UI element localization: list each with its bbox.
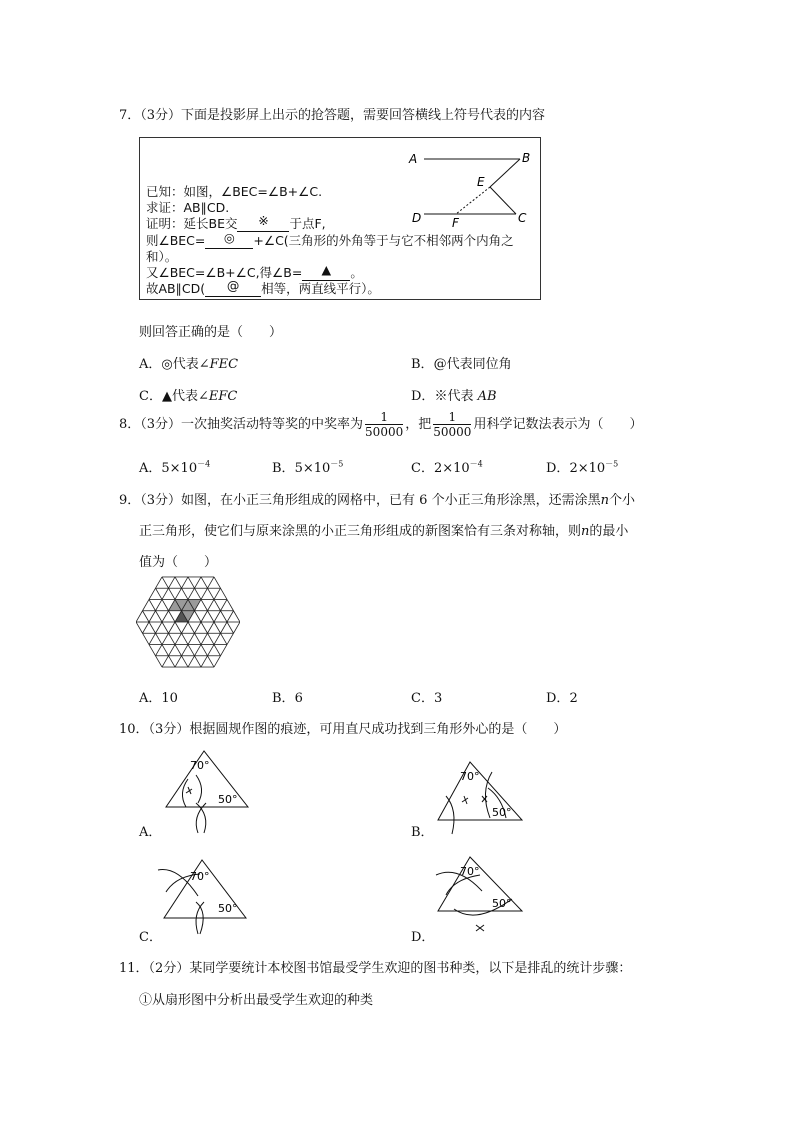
q8-option-c[interactable]: C．$2\times 10^{-4}$: [411, 459, 483, 476]
q7-parallel-lines-figure: [406, 148, 538, 228]
grid-line: [156, 622, 163, 633]
q9-triangle-grid-figure: [136, 576, 240, 668]
grid-line: [182, 656, 189, 667]
grid-line: [169, 588, 176, 599]
grid-line: [201, 622, 208, 633]
grid-line: [143, 622, 150, 633]
q8-option-b[interactable]: B．$5\times 10^{-5}$: [272, 459, 344, 476]
grid-line: [195, 611, 202, 622]
grid-line: [182, 588, 189, 599]
grid-line: [175, 633, 182, 644]
q7-option-b[interactable]: B．@代表同位角: [411, 357, 512, 372]
q10-d-angle-70: 70°: [460, 865, 480, 878]
grid-line: [195, 622, 202, 633]
q7-option-d[interactable]: D．※代表 AB: [411, 389, 497, 404]
grid-line: [156, 656, 163, 667]
q7-option-a[interactable]: A．◎代表∠FEC: [139, 357, 239, 372]
grid-line: [143, 633, 150, 644]
grid-line: [156, 633, 163, 644]
grid-line: [201, 599, 208, 610]
grid-line: [208, 633, 215, 644]
q7-label-d: D: [412, 211, 422, 225]
q7-prompt: 则回答正确的是（ ）: [139, 325, 283, 340]
grid-line: [162, 588, 169, 599]
q7-blank-2: ◎: [205, 233, 253, 249]
grid-line: [149, 645, 156, 656]
grid-line: [195, 588, 202, 599]
q10-figure-c: [156, 856, 256, 936]
grid-line: [175, 622, 182, 633]
grid-line: [214, 588, 221, 599]
grid-line: [188, 633, 195, 644]
grid-line: [169, 645, 176, 656]
grid-line: [149, 611, 156, 622]
grid-line: [201, 633, 208, 644]
q10-stem: 10．（3分）根据圆规作图的痕迹，可用直尺成功找到三角形外心的是（ ）: [119, 722, 567, 737]
grid-line: [136, 611, 143, 622]
grid-line: [188, 645, 195, 656]
q10-figure-a: [158, 745, 258, 835]
grid-line: [227, 599, 234, 610]
grid-line: [175, 588, 182, 599]
q7-prove: 求证：AB∥CD.: [146, 200, 230, 215]
q9-stem-line1: 9．（3分）如图，在小正三角形组成的网格中，已有 6 个小正三角形涂黑，还需涂黑n个小: [119, 493, 635, 508]
q7-label-a: A: [409, 152, 418, 166]
grid-line: [162, 622, 169, 633]
q9-option-a[interactable]: A．10: [139, 691, 178, 706]
grid-line: [169, 622, 176, 633]
grid-line: [214, 633, 221, 644]
grid-line: [188, 577, 195, 588]
q10-b-angle-70: 70°: [460, 770, 480, 783]
q7-proof-line4: 又∠BEC=∠B+∠C,得∠B= ▲ 。: [146, 262, 363, 280]
grid-line: [201, 577, 208, 588]
q7-blank-4: @: [205, 281, 261, 297]
q7-projection-box: [139, 137, 541, 300]
grid-line: [162, 645, 169, 656]
grid-line: [214, 599, 221, 610]
grid-line: [221, 622, 228, 633]
q10-figure-d: [432, 851, 532, 937]
grid-line: [169, 611, 176, 622]
grid-line: [136, 622, 143, 633]
grid-line: [156, 599, 163, 610]
grid-line: [188, 622, 195, 633]
grid-line: [182, 633, 189, 644]
q10-option-d[interactable]: D．: [411, 930, 435, 945]
grid-line: [162, 599, 169, 610]
q7-option-c[interactable]: C．▲代表∠EFC: [139, 389, 238, 404]
grid-line: [208, 599, 215, 610]
q7-proof-line2: 则∠BEC= ◎ +∠C(三角形的外角等于与它不相邻两个内角之: [146, 230, 514, 248]
q9-stem-line2: 正三角形，使它们与原来涂黑的小正三角形组成的新图案恰有三条对称轴，则n的最小: [139, 524, 629, 539]
grid-line: [208, 622, 215, 633]
grid-line: [214, 656, 221, 667]
q11-step-1: ①从扇形图中分析出最受学生欢迎的种类: [139, 993, 374, 1008]
grid-line: [201, 645, 208, 656]
grid-line: [143, 599, 150, 610]
q9-option-d[interactable]: D．2: [546, 691, 578, 706]
grid-line: [169, 633, 176, 644]
q8-fraction-1: $\frac{1}{50000}$: [365, 410, 404, 439]
q8-stem: 8．（3分）一次抽奖活动特等奖的中奖率为 $\frac{1}{50000}$ ，把 $\frac{1}{50000}$ 用科学记数法表示为（ ）: [119, 410, 643, 439]
grid-line: [195, 656, 202, 667]
q7-label-b: B: [522, 151, 531, 165]
q10-c-angle-50: 50°: [218, 902, 238, 915]
grid-line: [195, 645, 202, 656]
grid-line: [149, 588, 156, 599]
q7-label-e: E: [477, 175, 485, 189]
q10-b-angle-50: 50°: [492, 806, 512, 819]
q7-label-f: F: [452, 216, 459, 228]
q7-label-c: C: [518, 211, 527, 225]
grid-line: [162, 611, 169, 622]
grid-line: [182, 622, 189, 633]
grid-line: [156, 645, 163, 656]
q7-proof-line1: 证明：延长BE交 ※ 于点F,: [146, 213, 326, 231]
grid-line: [195, 577, 202, 588]
grid-line: [214, 577, 221, 588]
q7-blank-3: ▲: [302, 265, 350, 281]
grid-line: [214, 611, 221, 622]
grid-line: [156, 611, 163, 622]
grid-line: [201, 611, 208, 622]
grid-line: [234, 622, 241, 633]
q7-stem: 7．（3分）下面是投影屏上出示的抢答题，需要回答横线上符号代表的内容: [119, 108, 546, 123]
grid-line: [156, 577, 163, 588]
q10-option-b[interactable]: B．: [411, 825, 434, 840]
q10-option-c[interactable]: C．: [139, 930, 162, 945]
grid-line: [188, 588, 195, 599]
q10-a-angle-70: 70°: [190, 759, 210, 772]
grid-line: [214, 645, 221, 656]
grid-line: [201, 656, 208, 667]
grid-line: [227, 622, 234, 633]
grid-line: [188, 656, 195, 667]
q10-c-angle-70: 70°: [190, 870, 210, 883]
q8-option-a[interactable]: A．$5\times 10^{-4}$: [139, 459, 211, 476]
q7-blank-1: ※: [237, 216, 289, 232]
grid-line: [234, 611, 241, 622]
grid-line: [156, 588, 163, 599]
grid-line: [221, 599, 228, 610]
grid-line: [149, 633, 156, 644]
grid-line: [201, 588, 208, 599]
q10-a-angle-50: 50°: [218, 793, 238, 806]
grid-line: [162, 633, 169, 644]
grid-line: [221, 633, 228, 644]
grid-line: [182, 577, 189, 588]
q7-given: 已知：如图，∠BEC=∠B+∠C.: [146, 184, 323, 199]
grid-line: [208, 656, 215, 667]
grid-line: [162, 577, 169, 588]
grid-line: [149, 599, 156, 610]
q10-option-a[interactable]: A．: [139, 825, 162, 840]
grid-line: [214, 622, 221, 633]
grid-line: [221, 588, 228, 599]
grid-line: [175, 645, 182, 656]
grid-line: [208, 577, 215, 588]
q8-option-d[interactable]: D．$2\times 10^{-5}$: [546, 459, 619, 476]
q8-fraction-2: $\frac{1}{50000}$: [433, 410, 472, 439]
grid-line: [169, 656, 176, 667]
grid-line: [182, 645, 189, 656]
grid-line: [221, 645, 228, 656]
grid-line: [208, 588, 215, 599]
q10-d-angle-50: 50°: [492, 897, 512, 910]
q7-proof-line5: 故AB∥CD( @ 相等，两直线平行）。: [146, 278, 380, 296]
q10-figure-b: [432, 758, 532, 838]
grid-line: [227, 611, 234, 622]
grid-line: [175, 656, 182, 667]
grid-line: [227, 633, 234, 644]
grid-line: [175, 577, 182, 588]
grid-line: [162, 656, 169, 667]
grid-line: [195, 633, 202, 644]
q11-stem: 11．（2分）某同学要统计本校图书馆最受学生欢迎的图书种类，以下是排乱的统计步骤：: [119, 961, 632, 976]
grid-line: [143, 611, 150, 622]
grid-line: [208, 611, 215, 622]
q7-proof-line3: 和）。: [146, 249, 178, 264]
q9-option-c[interactable]: C．3: [411, 691, 443, 706]
q9-stem-line3: 值为（ ）: [139, 555, 218, 570]
grid-line: [221, 611, 228, 622]
q9-option-b[interactable]: B．6: [272, 691, 303, 706]
grid-line: [169, 577, 176, 588]
grid-line: [149, 622, 156, 633]
grid-line: [208, 645, 215, 656]
